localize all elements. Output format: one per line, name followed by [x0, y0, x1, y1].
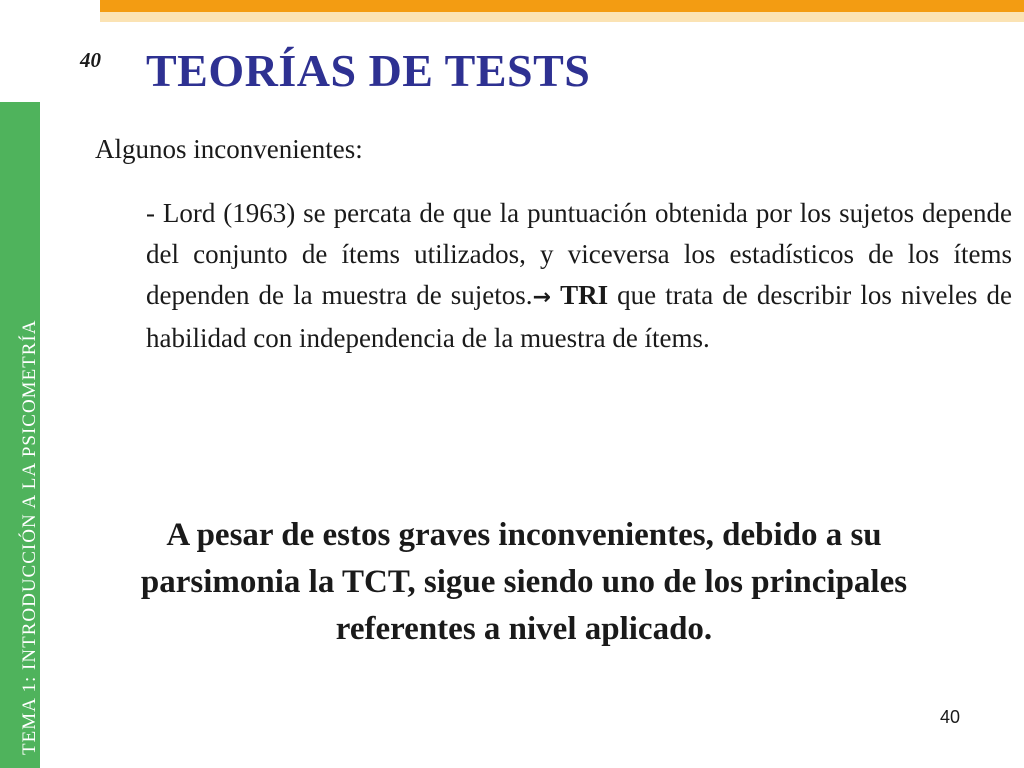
- page-number-footer: 40: [940, 707, 961, 727]
- side-band-label: TEMA 1: INTRODUCCIÓN A LA PSICOMETRÍA: [19, 319, 40, 755]
- paragraph-text-continued: que trata de describir los niveles de habilidad con independencia de la muestra de ítems.: [146, 280, 1012, 353]
- section-subtitle: Algunos inconvenientes:: [95, 134, 363, 164]
- top-accent-bar: [100, 0, 1024, 12]
- slide-number-header: 40: [80, 48, 101, 72]
- arrow-right-icon: →: [532, 285, 551, 310]
- body-paragraph: [146, 193, 1012, 359]
- paragraph-text: - Lord (1963) se percata de que la puntuación obtenida por los sujetos depende del conjunto de ítems utilizados, y viceversa los estadísticos de los ítems dependen de la muestra de sujetos.: [146, 198, 1012, 310]
- top-accent-bar-light: [100, 12, 1024, 22]
- conclusion-statement: A pesar de estos graves inconvenientes, debido a su parsimonia la TCT, sigue siendo uno de los principales referentes a nivel aplicado.: [140, 517, 908, 647]
- slide-title: TEORÍAS DE TESTS: [146, 45, 591, 96]
- paragraph-emphasis: TRI: [560, 280, 609, 310]
